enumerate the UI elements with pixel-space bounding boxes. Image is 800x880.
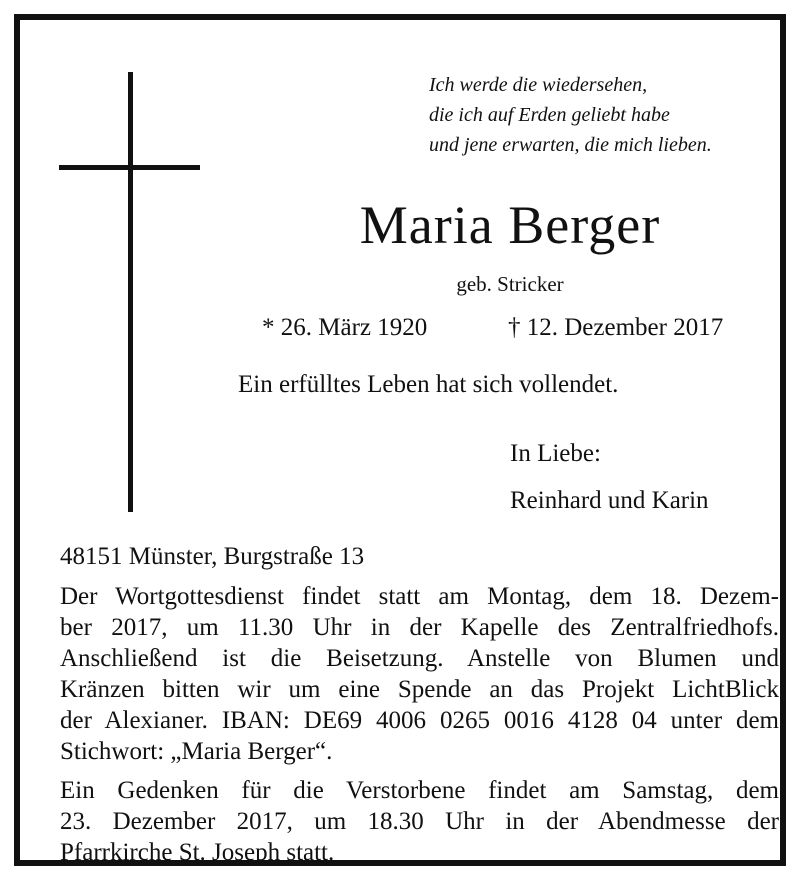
service-paragraph — [60, 581, 779, 767]
mourners-names: Reinhard und Karin — [510, 487, 709, 514]
paragraph-line: Pfarrkirche St. Joseph statt. — [60, 839, 335, 866]
quote-line: die ich auf Erden geliebt habe — [429, 104, 670, 126]
cross-icon-crossbar — [59, 165, 200, 170]
quote-line: Ich werde die wiedersehen, — [429, 74, 648, 96]
paragraph-line: Kränzen bitten wir um eine Spende an das Projekt LichtBlick — [60, 676, 779, 703]
paragraph-line: Ein Gedenken für die Verstorbene findet am Samstag, dem — [60, 777, 779, 804]
paragraph-line: Anschließend ist die Beisetzung. Anstelle von Blumen und — [60, 645, 779, 672]
deceased-name: Maria Berger — [359, 195, 661, 255]
memorial-mass-paragraph — [60, 775, 779, 868]
paragraph-line: der Alexianer. IBAN: DE69 4006 0265 0016 4128 04 unter dem — [60, 707, 779, 734]
paragraph-line: 23. Dezember 2017, um 18.30 Uhr in der Abendmesse der — [60, 808, 779, 835]
death-date: † 12. Dezember 2017 — [508, 314, 724, 341]
tagline: Ein erfülltes Leben hat sich vollendet. — [238, 371, 619, 398]
memorial-quote — [429, 70, 712, 160]
cross-icon — [128, 72, 133, 512]
address: 48151 Münster, Burgstraße 13 — [60, 543, 365, 570]
in-love-label: In Liebe: — [510, 440, 601, 467]
birth-date: * 26. März 1920 — [262, 314, 428, 341]
paragraph-line: Stichwort: „Maria Berger“. — [60, 738, 333, 765]
paragraph-line: ber 2017, um 11.30 Uhr in der Kapelle des Zentralfriedhofs. — [60, 614, 779, 641]
maiden-name: geb. Stricker — [456, 272, 564, 296]
obituary-notice — [14, 14, 786, 866]
paragraph-line: Der Wortgottesdienst findet statt am Montag, dem 18. Dezem- — [60, 583, 779, 610]
quote-line: und jene erwarten, die mich lieben. — [429, 134, 712, 156]
